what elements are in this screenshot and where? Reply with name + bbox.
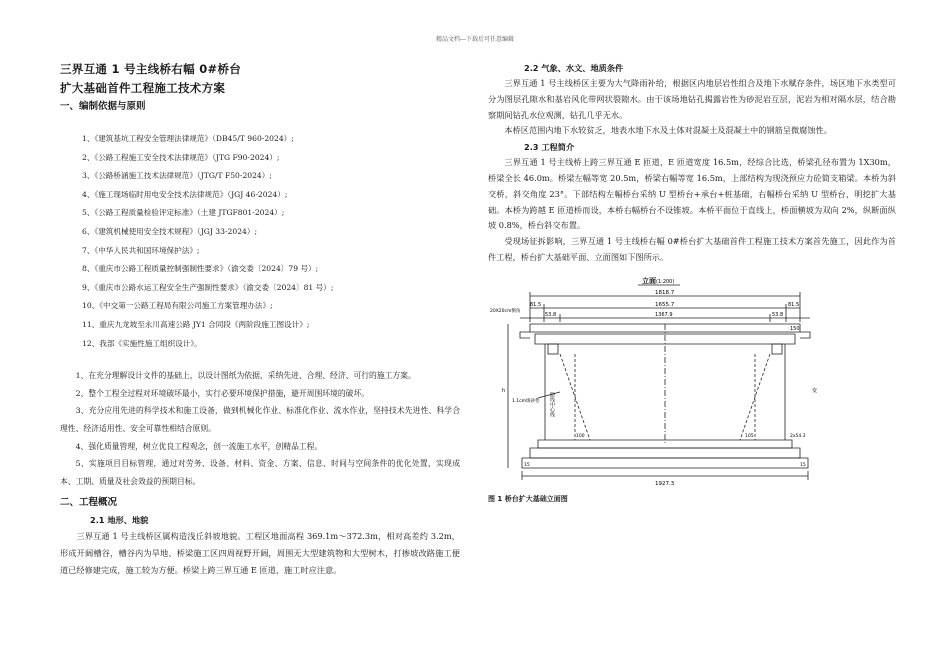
small-dim-left: 100 — [576, 433, 585, 439]
stair-note: 2x54.3 — [790, 433, 806, 439]
dim-middle: 1655.7 — [655, 301, 675, 308]
figure-caption: 图 1 桥台扩大基础立面图 — [488, 494, 568, 503]
principles-block — [60, 367, 460, 490]
base-dim-left: 15 — [524, 462, 530, 468]
road-center-label: 路线中心线 — [549, 391, 555, 417]
reference-item: 3、《公路桥涵施工技术法律规范》（JTG/T F50-2024）; — [82, 171, 272, 181]
dim-seg-c: 53.8 — [772, 311, 784, 318]
footing-middle-step — [530, 448, 800, 458]
dim-left-edge: 81.5 — [530, 301, 542, 308]
reference-item: 7、《中华人民共和国环境保护法》; — [82, 245, 200, 255]
dim-seg-a: 53.8 — [545, 311, 557, 318]
section2-heading: 二、工程概况 — [60, 497, 118, 509]
reference-item: 11、重庆九龙坡至永川高速公路 JY1 合同段《两阶段施工图设计》; — [82, 319, 310, 329]
footing-base-step — [522, 458, 808, 468]
dim-seg-b: 1367.9 — [655, 311, 673, 318]
subsection-2-2-heading: 2.2 气象、水文、地质条件 — [524, 63, 624, 73]
variable-label: 变 — [812, 387, 818, 394]
subsection-2-1-heading: 2.1 地形、地貌 — [90, 515, 149, 526]
principle-paragraph: 3、充分应用先进的科学技术和施工设备，做到机械化作业、标准化作业、流水作业，坚持技术先进性、科学合理性、经济适用性、安全可靠性相结合原则。 — [60, 406, 460, 433]
section1-heading: 一、编制依据与原则 — [60, 101, 146, 112]
groundwater-paragraph: 本桥区范围内地下水较贫乏，地表水地下水及土体对混凝土及混凝土中的钢筋呈微腐蚀性。 — [504, 125, 832, 136]
reference-item: 2、《公路工程施工安全技术法律规范》（JTG F90-2024）; — [82, 152, 280, 162]
principle-paragraph: 1、在充分理解设计文件的基础上，以设计图纸为依据，采纳先进、合理、经济、可行的施工方案。 — [75, 371, 416, 381]
doc-title-line2: 扩大基础首件工程施工技术方案 — [60, 81, 226, 95]
reference-item: 12、我部《实施性施工组织设计》。 — [82, 338, 202, 348]
reference-item: 9、《重庆市公路水运工程安全生产强制性要求》（渝交委〔2024〕81 号）; — [82, 282, 334, 292]
left-deck-end — [520, 332, 530, 338]
right-deck-end — [800, 332, 810, 338]
principle-paragraph: 5、实施项目目标管理，通过对劳务、设备、材料、资金、方案、信息、时间与空间条件的优化处置，实现成本、工期、质量及社会效益的预期目标。 — [60, 459, 460, 486]
view-title: 立面 — [642, 276, 656, 285]
dim-bottom-total: 1927.3 — [655, 480, 675, 487]
reference-item: 10、《中交第一公路工程局有限公司施工方案管理办法》; — [82, 301, 273, 311]
height-label: h — [502, 387, 506, 394]
reference-item: 8、《重庆市公路工程质量控制强制性要求》（渝交委〔2024〕79 号）; — [82, 264, 319, 274]
dim-right-edge: 81.5 — [788, 301, 800, 308]
reference-list — [60, 130, 460, 353]
small-dim-right: 105 — [745, 433, 754, 439]
dim-total-top: 1818.7 — [655, 289, 675, 296]
page-header-note: 精品文档---下载后可任意编辑 — [435, 36, 515, 43]
bearing-left — [548, 344, 558, 354]
bearing-right — [772, 344, 782, 354]
view-scale: (1:200) — [656, 278, 675, 285]
left-column — [60, 60, 460, 579]
fill-note: 1.1cm填砂垫 — [512, 398, 540, 404]
reference-item: 1、《建筑基坑工程安全管理法律规范》（DB45/T 960-2024）; — [82, 134, 294, 143]
climate-paragraph: 三界互通 1 号主线桥区主要为大气降雨补给，根据区内地层岩性组合及地下水赋存条件，场区地下水类型可分为图层孔隙水和基岩风化带网状裂隙水。由于该场地钻孔揭露岩性为砂泥岩互层，泥岩为相对隔水层，结合勘察期间钻孔水位观测，钻孔几乎无水。 — [488, 78, 896, 120]
reference-item: 6、《建筑机械使用安全技术规程》（JGJ 33-2024）; — [82, 226, 258, 236]
base-dim-right: 15 — [800, 462, 806, 468]
dim-seg-d: 150 — [790, 325, 800, 332]
project-followup-paragraph: 受现场征拆影响，三界互通 1 号主线桥右幅 0#桥台扩大基础首件工程施工技术方案首先施工，因此作为首件工程，桥台扩大基础平面、立面图如下图所示。 — [488, 236, 896, 262]
footing-top-step — [538, 440, 792, 448]
doc-title-line1: 三界互通 1 号主线桥右幅 0#桥台 — [60, 62, 242, 76]
principle-paragraph: 4、强化质量管理，树立优良工程观念，创一流施工水平，创精品工程。 — [75, 441, 323, 451]
elevation-drawing — [490, 272, 820, 490]
reference-item: 4、《施工现场临时用电安全技术法律规范》（JGJ 46-2024）; — [82, 189, 288, 199]
abutment-elevation-figure — [490, 272, 820, 490]
right-column — [488, 60, 896, 508]
reference-item: 5、《公路工程质量检验评定标准》（土建 JTGF801-2024）; — [82, 208, 285, 218]
terrain-paragraph: 三界互通 1 号主线桥区属构造浅丘斜坡地貌。工程区地面高程 369.1m～372.3m，相对高差约 3.2m，形成开阔槽谷，槽谷内为旱地、桥梁施工区四周视野开阔，周围无大型建筑物和大型树木，打掺坡改路施工便道已经修建完成，施工较为方便。桥梁上跨三界互通 E 匝道，施工时应注意。 — [60, 531, 460, 576]
chamfer-note: 20X20cm倒角 — [490, 308, 521, 314]
project-intro-paragraph: 三界互通 1 号主线桥上跨三界互通 E 匝道，E 匝道宽度 16.5m，经综合比选，桥梁孔径布置为 1X30m，桥梁全长 46.0m。桥梁左幅等宽 20.5m，桥梁右幅等宽 16.5m，上部结构为现浇预应力砼简支箱梁。本桥为斜交桥，斜交角度 23°。下部结构左幅桥台采纳 U 型桥台+承台+桩基础，右幅桥台采纳 U 型桥台，明挖扩大基础。本桥为跨越 E 匝道桥而设，本桥右幅桥台不设锥坡。本桥平面位于直线上，桥面横坡为双向 2%，纵断面纵坡 0.8%，桥台斜交布置。 — [488, 157, 896, 231]
subsection-2-3-heading: 2.3 工程简介 — [524, 142, 575, 153]
principle-paragraph: 2、整个工程全过程对环境破坏最小，实行必要环境保护措施，避开周围环境的破坏。 — [75, 388, 370, 398]
